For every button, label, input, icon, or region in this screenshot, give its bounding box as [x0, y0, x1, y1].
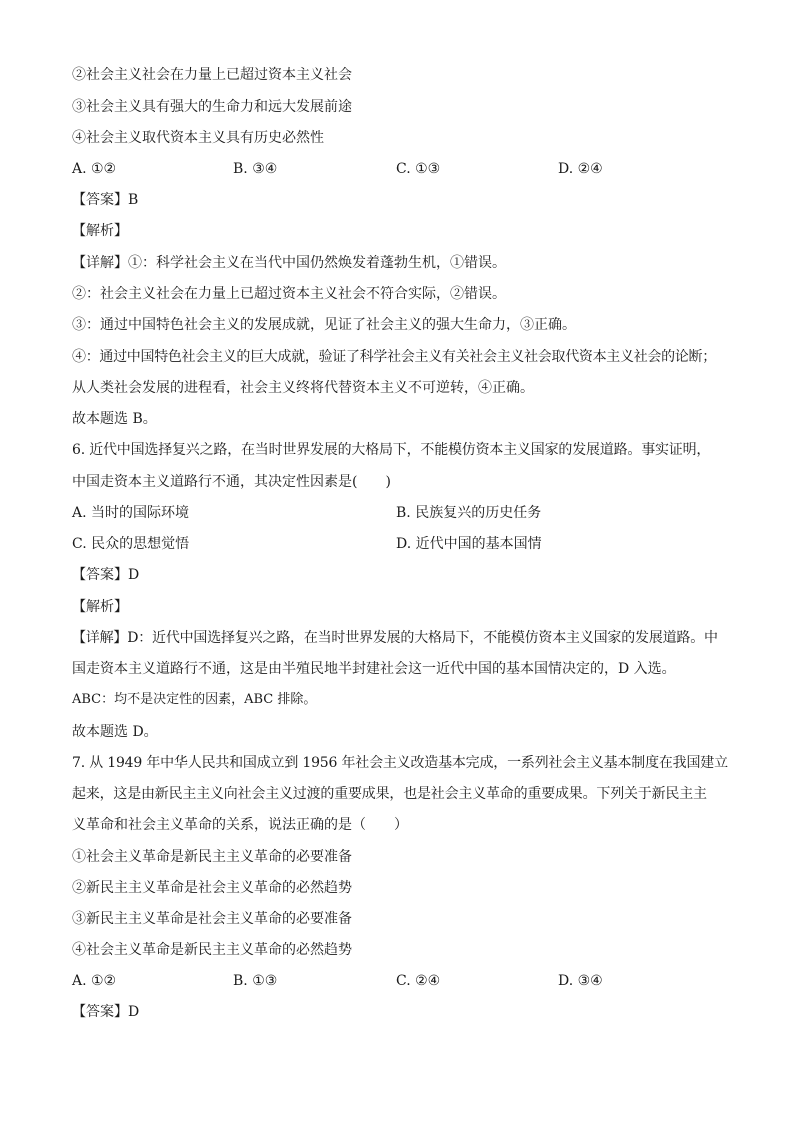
q7-statement-2: ②新民主主义革命是社会主义革命的必然趋势	[72, 880, 352, 896]
detail-label: 【详解】	[72, 630, 128, 646]
q6-detail-2: 国走资本主义道路行不通，这是由半殖民地半封建社会这一近代中国的基本国情决定的，D 入选。	[72, 661, 676, 677]
q7-option-a: A. ①②	[72, 973, 117, 989]
q6-detail-1	[72, 628, 734, 648]
q6-stem-2: 中国走资本主义道路行不通，其决定性因素是( )	[72, 474, 391, 490]
q6-option-c: C. 民众的思想觉悟	[72, 536, 190, 552]
q6-detail-3: ABC：均不是决定性的因素，ABC 排除。	[72, 692, 317, 707]
analysis-label: 【解析】	[72, 599, 128, 615]
q5-answer	[72, 190, 734, 210]
q5-statement-2: ②社会主义社会在力量上已超过资本主义社会	[72, 67, 352, 83]
q6-option-b: B. 民族复兴的历史任务	[396, 505, 542, 521]
q7-option-b: B. ①③	[233, 973, 278, 989]
q6-stem-1: 6. 近代中国选择复兴之路，在当时世界发展的大格局下，不能模仿资本主义国家的发展道路。事实证明，	[72, 442, 711, 458]
answer-label: 【答案】	[72, 1004, 128, 1020]
q7-option-d: D. ③④	[558, 973, 603, 989]
answer-value: D	[128, 567, 140, 583]
q5-detail-4b: 从人类社会发展的进程看，社会主义终将代替资本主义不可逆转，④正确。	[72, 380, 534, 396]
q7-statement-4: ④社会主义革命是新民主主义革命的必然趋势	[72, 942, 352, 958]
q5-detail-3: ③：通过中国特色社会主义的发展成就，见证了社会主义的强大生命力，③正确。	[72, 317, 576, 333]
q5-statement-3: ③社会主义具有强大的生命力和远大发展前途	[72, 99, 352, 115]
answer-value: B	[128, 192, 139, 208]
q5-option-c: C. ①③	[396, 161, 441, 177]
answer-label: 【答案】	[72, 192, 128, 208]
q7-stem-3: 义革命和社会主义革命的关系，说法正确的是（ ）	[72, 817, 408, 833]
q5-detail-2: ②：社会主义社会在力量上已超过资本主义社会不符合实际，②错误。	[72, 286, 506, 302]
q5-detail-1	[72, 253, 734, 273]
q6-option-a: A. 当时的国际环境	[72, 505, 190, 521]
q5-option-b: B. ③④	[233, 161, 278, 177]
q5-statement-4: ④社会主义取代资本主义具有历史必然性	[72, 130, 324, 146]
q6-conclusion: 故本题选 D。	[72, 724, 158, 740]
q7-stem-1: 7. 从 1949 年中华人民共和国成立到 1956 年社会主义改造基本完成，一系列社会主义基本制度在我国建立	[72, 755, 728, 771]
q5-option-d: D. ②④	[558, 161, 603, 177]
q7-statement-3: ③新民主主义革命是社会主义革命的必要准备	[72, 911, 352, 927]
q5-detail-4a: ④：通过中国特色社会主义的巨大成就，验证了科学社会主义有关社会主义社会取代资本主义社会的论断；	[72, 349, 716, 365]
q7-stem-2: 起来，这是由新民主主义向社会主义过渡的重要成果，也是社会主义革命的重要成果。下列关于新民主主	[72, 786, 707, 802]
analysis-label: 【解析】	[72, 223, 128, 239]
q7-option-c: C. ②④	[396, 973, 441, 989]
answer-value: D	[128, 1004, 140, 1020]
answer-label: 【答案】	[72, 567, 128, 583]
detail-text: D：近代中国选择复兴之路，在当时世界发展的大格局下，不能模仿资本主义国家的发展道路。中	[127, 630, 718, 646]
q7-statement-1: ①社会主义革命是新民主主义革命的必要准备	[72, 849, 352, 865]
q6-answer	[72, 565, 734, 585]
q6-option-d: D. 近代中国的基本国情	[396, 536, 542, 552]
q5-option-a: A. ①②	[72, 161, 117, 177]
q5-conclusion: 故本题选 B。	[72, 411, 157, 427]
q7-answer	[72, 1002, 734, 1022]
detail-text: ①：科学社会主义在当代中国仍然焕发着蓬勃生机，①错误。	[128, 255, 506, 271]
q5-analysis-label	[72, 221, 734, 241]
detail-label: 【详解】	[72, 255, 128, 271]
q6-analysis-label	[72, 597, 734, 617]
